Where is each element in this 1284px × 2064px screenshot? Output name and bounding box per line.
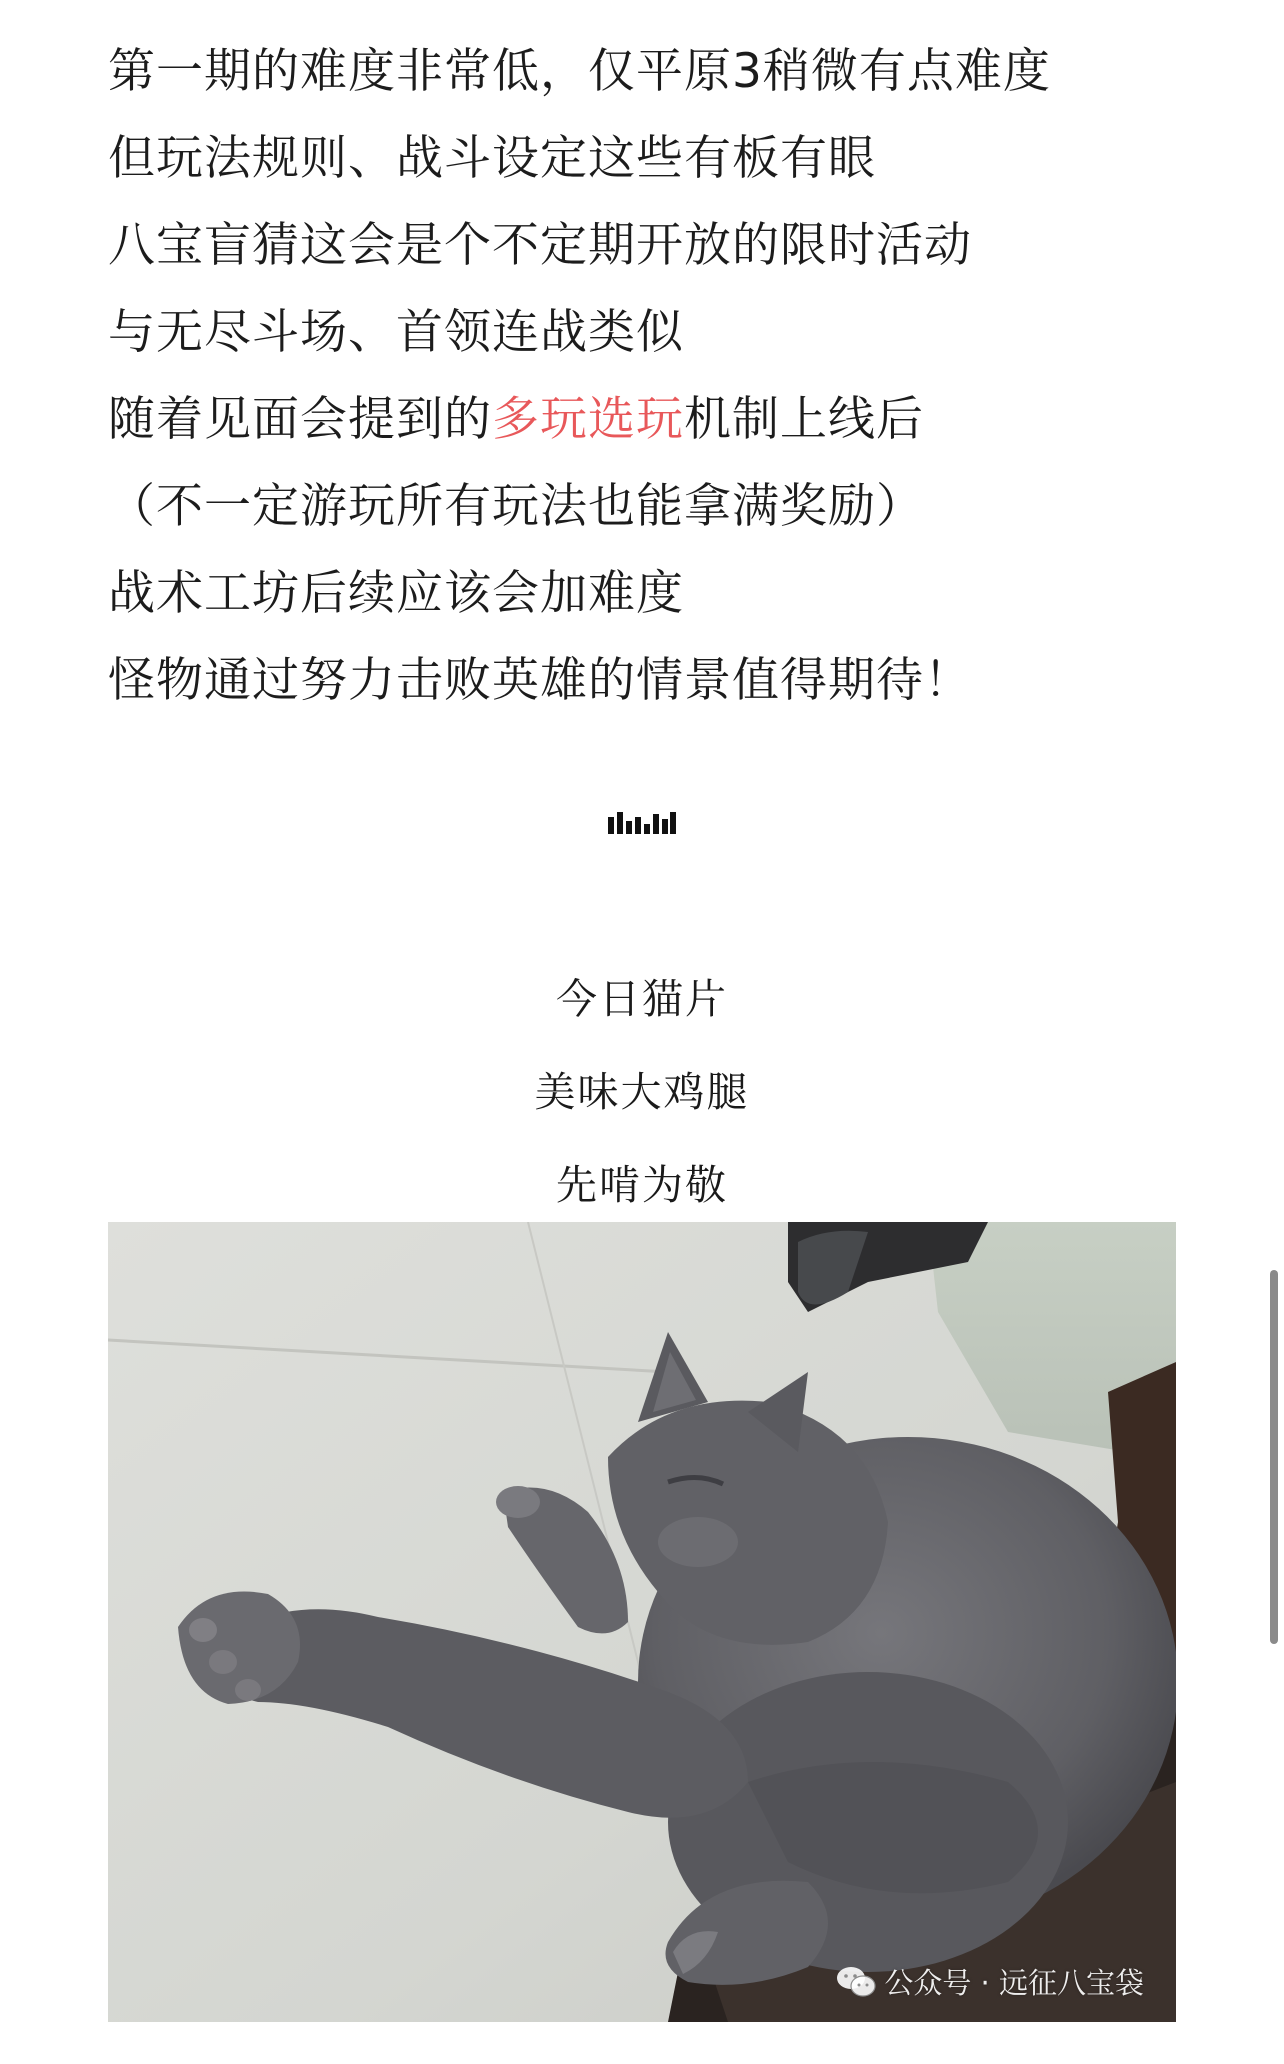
bars-divider-icon bbox=[608, 812, 676, 834]
paragraph-4: 与无尽斗场、首领连战类似 bbox=[108, 305, 684, 360]
paragraph-5-before: 随着见面会提到的 bbox=[108, 392, 492, 447]
watermark-label: 公众号 · 远征八宝袋 bbox=[884, 1966, 1144, 2000]
paragraph-1: 第一期的难度非常低，仅平原3稍微有点难度 bbox=[108, 44, 1051, 99]
highlight-text: 多玩选玩 bbox=[492, 392, 684, 447]
wechat-icon bbox=[836, 1965, 876, 1999]
paragraph-5-after: 机制上线后 bbox=[684, 392, 924, 447]
caption-1: 今日猫片 bbox=[556, 975, 728, 1023]
paragraph-5 bbox=[108, 376, 1188, 463]
scrollbar-thumb[interactable] bbox=[1270, 1270, 1278, 1644]
gray-cat-illustration bbox=[108, 1222, 1176, 2022]
paragraph-3: 八宝盲猜这会是个不定期开放的限时活动 bbox=[108, 218, 972, 273]
cat-photo[interactable] bbox=[108, 1222, 1176, 2022]
paragraph-8: 怪物通过努力击败英雄的情景值得期待！ bbox=[108, 653, 972, 708]
paragraph-7: 战术工坊后续应该会加难度 bbox=[108, 566, 684, 621]
caption-3: 先啃为敬 bbox=[556, 1161, 728, 1209]
article-body bbox=[108, 28, 1188, 724]
watermark bbox=[836, 1961, 1144, 2002]
paragraph-2: 但玩法规则、战斗设定这些有板有眼 bbox=[108, 131, 876, 186]
caption-2: 美味大鸡腿 bbox=[534, 1068, 750, 1116]
paragraph-6: （不一定游玩所有玩法也能拿满奖励） bbox=[108, 479, 924, 534]
